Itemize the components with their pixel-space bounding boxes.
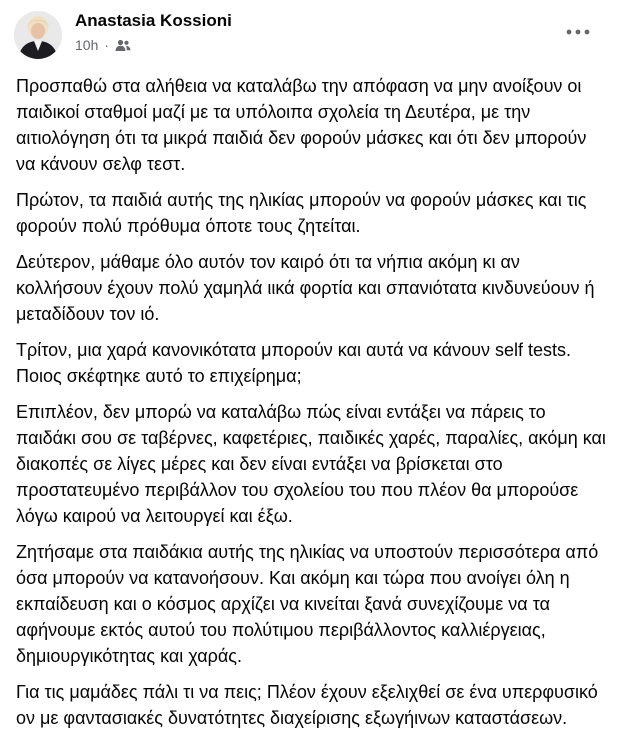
post-subline [75, 36, 232, 54]
post-body [16, 73, 610, 735]
post-timestamp[interactable]: 10h [75, 37, 99, 53]
post-paragraph: Τρίτον, μια χαρά κανονικότατα μπορούν και αυτά να κάνουν self tests. Ποιος σκέφτηκε αυτό το επιχείρημα; [16, 340, 571, 386]
avatar[interactable] [14, 11, 62, 59]
post-paragraph: Για τις μαμάδες πάλι τι να πεις; Πλέον έχουν εξελιχθεί σε ένα υπερφυσικό ον με φαντασιακές δυνατότητες διαχείρισης εξωγήινων καταστάσεων. [16, 682, 598, 728]
separator-dot: · [104, 37, 110, 53]
post-paragraph: Ζητήσαμε στα παιδάκια αυτής της ηλικίας να υποστούν περισσότερα από όσα μπορούν να κατανοήσουν. Και ακόμη και τώρα που ανοίγει όλη η εκπαίδευση και ο κόσμος αρχίζει να κινείται ξανά συνεχίζουμε να τα αφήνουμε εκτός αυτού του πολύτιμου περιβάλλοντος καλλιέργειας, δημιουργικότητας και χαράς. [16, 542, 599, 666]
post-paragraph: Επιπλέον, δεν μπορώ να καταλάβω πώς είναι εντάξει να πάρεις το παιδάκι σου σε ταβέρνες, καφετέριες, παιδικές χαρές, παραλίες, ακόμη και διακοπές σε λίγες μέρες και δεν είναι εντάξει να βρίσκεται στο προστατευμένο περιβάλλον του σχολείου του που πλέον θα μπορούσε λόγω καιρού να λειτουργεί και έξω. [16, 402, 606, 526]
profile-photo-icon [14, 11, 62, 59]
more-options-button[interactable] [564, 24, 592, 40]
more-horizontal-icon [566, 29, 590, 35]
friends-icon[interactable] [115, 39, 131, 52]
post-paragraph: Πρώτον, τα παιδιά αυτής της ηλικίας μπορούν να φορούν μάσκες και τις φορούν πολύ πρόθυμα όποτε τους ζητείται. [16, 190, 587, 236]
post-meta [75, 11, 232, 54]
post-header [14, 10, 232, 60]
author-name[interactable]: Anastasia Kossioni [75, 11, 232, 30]
post-paragraph: Δεύτερον, μάθαμε όλο αυτόν τον καιρό ότι τα νήπια ακόμη κι αν κολλήσουν έχουν πολύ χαμηλά ιικά φορτία και σπανιότατα κινδυνεύουν ή μεταδίδουν τον ιό. [16, 252, 595, 324]
post-paragraph: Προσπαθώ στα αλήθεια να καταλάβω την απόφαση να μην ανοίξουν οι παιδικοί σταθμοί μαζί με τα υπόλοιπα σχολεία τη Δευτέρα, με την αιτιολόγηση ότι τα μικρά παιδιά δεν φορούν μάσκες και ότι δεν μπορούν να κάνουν σελφ τεστ. [16, 76, 587, 174]
